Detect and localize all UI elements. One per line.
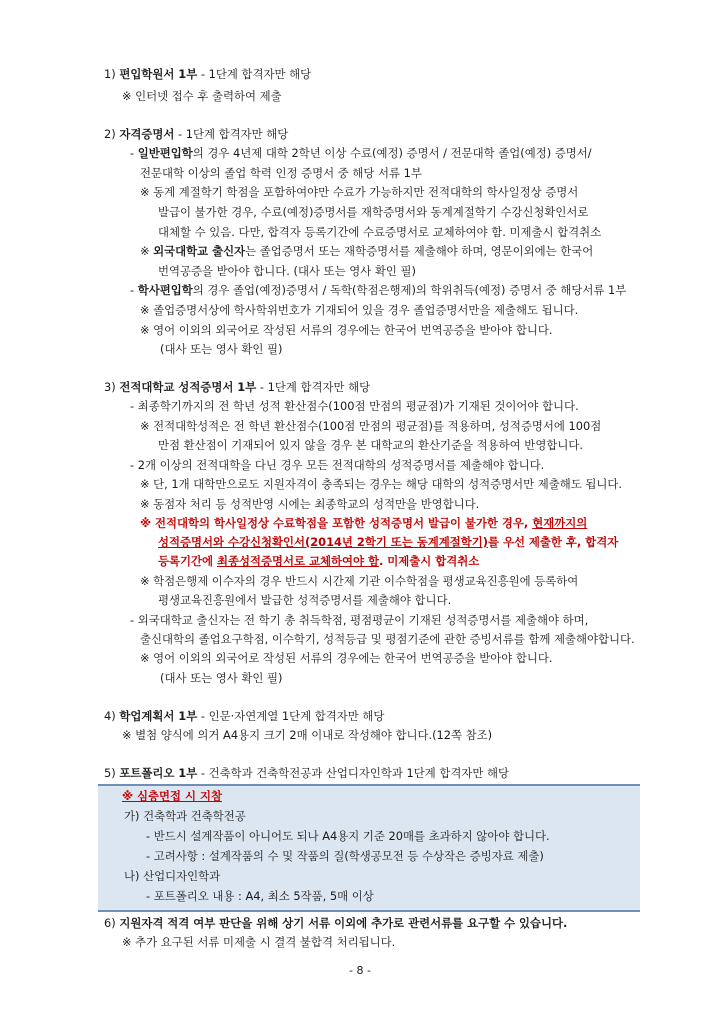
general-transfer-note-3: 대체할 수 있음. 다만, 합격자 등록기간에 수료증명서로 교체하여야 함. 미제출시 합격취소 <box>158 225 602 239</box>
section-2-heading: 2) 자격증명서 - 1단계 합격자만 해당 <box>104 127 289 141</box>
section-4-heading: 4) 학업계획서 1부 - 인문·자연계열 1단계 합격자만 해당 <box>104 709 385 723</box>
transcript-warning-3: 등록기간에 최종성적증명서로 교체하여야 함. 미제출시 합격취소 <box>158 554 480 568</box>
general-transfer-note-1: ※ 동계 계절학기 학점을 포함하여야만 수료가 가능하지만 전적대학의 학사일정상 증명서 <box>140 185 579 199</box>
bachelor-transfer-note-1: ※ 졸업증명서상에 학사학위번호가 기재되어 있을 경우 졸업증명서만을 제출해도 됩니다. <box>140 303 579 317</box>
transcript-line-6: ※ 동점자 처리 등 성적반영 시에는 최종학교의 성적만을 반영합니다. <box>140 497 480 511</box>
section-1-note: ※ 인터넷 접수 후 출력하여 제출 <box>122 89 282 103</box>
section-6-heading: 6) 지원자격 적격 여부 판단을 위해 상기 서류 이외에 추가로 관련서류를 요구할 수 있습니다. <box>104 916 568 930</box>
transcript-line-5: ※ 단, 1개 대학만으로도 지원자격이 충족되는 경우는 해당 대학의 성적증명서만 제출해도 됩니다. <box>140 477 622 491</box>
transcript-line-8: 평생교육진흥원에서 발급한 성적증명서를 제출해야 합니다. <box>158 593 452 607</box>
bachelor-transfer-note-3: (대사 또는 영사 확인 필) <box>160 342 283 356</box>
section-6-note: ※ 추가 요구된 서류 미제출 시 결격 불합격 처리됩니다. <box>122 935 396 949</box>
transcript-line-2: ※ 전적대학성적은 전 학년 환산점수(100점 만점의 평균점)를 적용하며, 성적증명서에 100점 <box>140 419 602 433</box>
general-transfer-line-2: 전문대학 이상의 졸업 학력 인정 증명서 중 해당 서류 1부 <box>140 166 422 180</box>
architecture-heading: 가) 건축학과 건축학전공 <box>124 809 246 823</box>
portfolio-box-title: ※ 심층면접 시 지참 <box>122 789 222 803</box>
architecture-line-2: - 고려사항 : 설계작품의 수 및 작품의 질(학생공모전 등 수상작은 증빙자료 제출) <box>146 849 544 863</box>
transcript-line-10: 출신대학의 졸업요구학점, 이수학기, 성적등급 및 평점기준에 관한 증빙서류를 함께 제출해야합니다. <box>140 632 635 646</box>
bachelor-transfer-note-2: ※ 영어 이외의 외국어로 작성된 서류의 경우에는 한국어 번역공증을 받아야 합니다. <box>140 323 553 337</box>
transcript-line-11: ※ 영어 이외의 외국어로 작성된 서류의 경우에는 한국어 번역공증을 받아야 합니다. <box>140 651 553 665</box>
transcript-line-7: ※ 학점은행제 이수자의 경우 반드시 시간제 기관 이수학점을 평생교육진흥원에 등록하여 <box>140 574 579 588</box>
bachelor-transfer-line-1: - 학사편입학의 경우 졸업(예정)증명서 / 독학(학점은행제)의 학위취득(예정) 증명서 중 해당서류 1부 <box>130 283 627 297</box>
study-plan-note: ※ 별첨 양식에 의거 A4용지 크기 2매 이내로 작성해야 합니다.(12쪽 참조) <box>122 728 493 742</box>
transcript-line-3: 만점 환산점이 기재되어 있지 않을 경우 본 대학교의 환산기준을 적용하여 반영합니다. <box>158 438 583 452</box>
transcript-line-12: (대사 또는 영사 확인 필) <box>160 671 283 685</box>
section-1-heading: 1) 편입학원서 1부 - 1단계 합격자만 해당 <box>104 67 312 81</box>
general-transfer-note-2: 발급이 불가한 경우, 수료(예정)증명서를 재학증명서와 동계계절학기 수강신청확인서로 <box>158 205 589 219</box>
transcript-line-1: - 최종학기까지의 전 학년 성적 환산점수(100점 만점의 평균점)가 기재된 것이어야 합니다. <box>130 399 579 413</box>
general-transfer-line-1: - 일반편입학의 경우 4년제 대학 2학년 이상 수료(예정) 증명서 / 전문대학 졸업(예정) 증명서/ <box>130 146 592 160</box>
industrial-design-line-1: - 포트폴리오 내용 : A4, 최소 5작품, 5매 이상 <box>146 889 374 903</box>
section-3-heading: 3) 전적대학교 성적증명서 1부 - 1단계 합격자만 해당 <box>104 380 371 394</box>
industrial-design-heading: 나) 산업디자인학과 <box>124 869 221 883</box>
section-5-heading: 5) 포트폴리오 1부 - 건축학과 건축학전공과 산업디자인학과 1단계 합격자만 해당 <box>104 766 510 780</box>
page-number: - 8 - <box>349 964 371 977</box>
transcript-line-4: - 2개 이상의 전적대학을 다닌 경우 모든 전적대학의 성적증명서를 제출해야 합니다. <box>130 458 545 472</box>
transcript-warning-2: 성적증명서와 수강신청확인서(2014년 2학기 또는 동계계절학기)를 우선 제출한 후, 합격자 <box>158 535 619 549</box>
foreign-univ-note: ※ 외국대학교 출신자는 졸업증명서 또는 재학증명서를 제출해야 하며, 영문이외에는 한국어 <box>140 244 594 258</box>
transcript-warning-1: ※ 전적대학의 학사일정상 수료학점을 포함한 성적증명서 발급이 불가한 경우, 현재까지의 <box>140 516 588 530</box>
architecture-line-1: - 반드시 설계작품이 아니어도 되나 A4용지 기준 20매를 초과하지 않아야 합니다. <box>146 829 550 843</box>
transcript-line-9: - 외국대학교 출신자는 전 학기 총 취득학점, 평점평균이 기재된 성적증명서를 제출해야 하며, <box>130 613 589 627</box>
foreign-univ-note-2: 번역공증을 받아야 합니다. (대사 또는 영사 확인 필) <box>158 264 416 278</box>
